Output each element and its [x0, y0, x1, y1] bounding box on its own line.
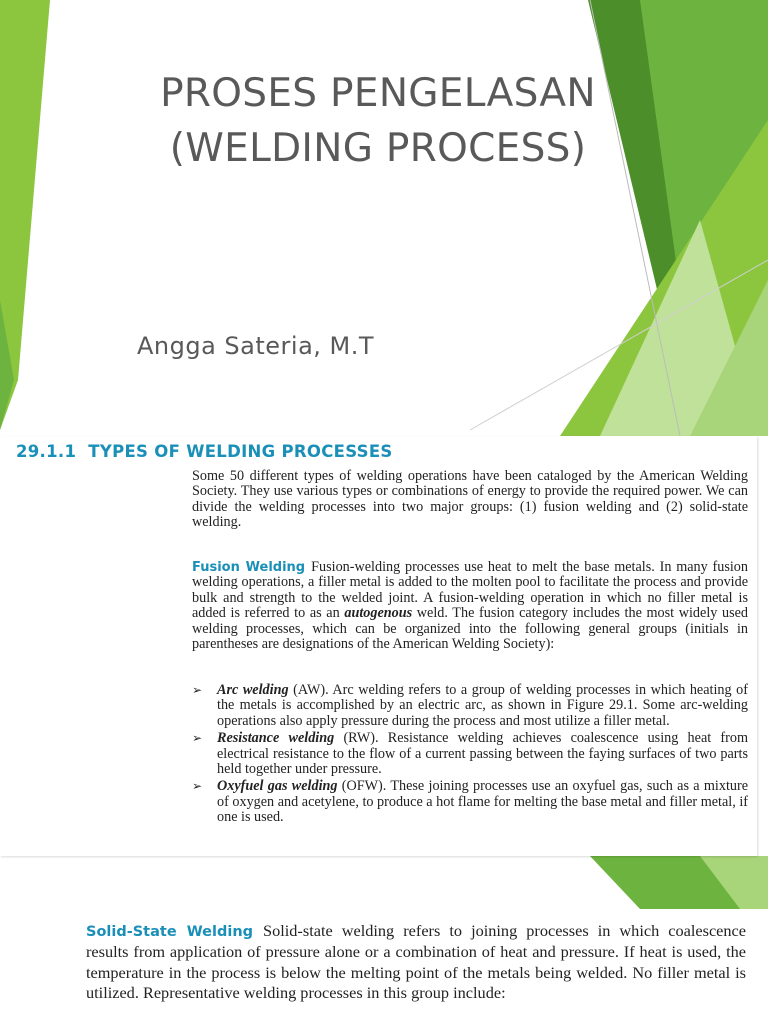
title-line-1: PROSES PENGELASAN [160, 71, 596, 116]
fusion-text-a: Fusion-welding processes use heat to melt the base metals. In many fusion welding operations, a filler metal is added to the molten pool to facilitate the process and provide bulk and strength to the welded joint. A fusion-welding operation in which no filler metal is added is referred to as an [192, 559, 748, 622]
section-title: TYPES OF WELDING PROCESSES [88, 442, 393, 461]
textbook-excerpt-1 [0, 436, 757, 856]
list-item [192, 731, 748, 777]
arrow-bullet-icon: ➢ [192, 779, 203, 794]
bullet-text: (OFW). These joining processes use an oxyfuel gas, such as a mixture of oxygen and acetylene, to produce a hot flame for melting the base metal and filler metal, if one is used. [217, 778, 749, 826]
title-line-2: (WELDING PROCESS) [169, 126, 587, 171]
bullet-text: (RW). Resistance welding achieves coalescence using heat from electrical resistance to the flow of a current passing between the faying surfaces of two parts held together under pressure. [217, 730, 748, 778]
bullet-term: Arc welding [217, 682, 289, 698]
section-number: 29.1.1 [16, 442, 77, 461]
solid-state-paragraph [86, 921, 746, 1004]
intro-paragraph: Some 50 different types of welding operations have been cataloged by the American Welding Society. They use various types or combinations of energy to provide the required power. We can divide the welding processes into two major groups: (1) fusion welding and (2) solid-state welding. [192, 468, 748, 531]
bullet-term: Resistance welding [217, 730, 335, 747]
author-name: Angga Sateria, M.T [137, 332, 375, 360]
arrow-bullet-icon: ➢ [192, 731, 203, 746]
slide-title [120, 66, 636, 176]
bullet-term: Oxyfuel gas welding [217, 778, 338, 795]
mid-band-left [0, 856, 60, 909]
solid-state-heading: Solid-State Welding [86, 924, 254, 940]
list-item [192, 683, 748, 729]
list-item [192, 779, 748, 825]
arrow-bullet-icon: ➢ [192, 683, 203, 697]
fusion-text-b: weld. The fusion category includes the most widely used welding processes, which can be organized into the following general groups (initials in parentheses are designations of the American Welding Society): [192, 605, 749, 653]
solid-state-text: Solid-state welding refers to joining processes in which coalescence results from application of pressure alone or a combination of heat and pressure. If heat is used, the temperature in the process is below the melting point of the metals being welded. No filler metal is utilized. Representative welding processes in this group include: [86, 921, 746, 1003]
welding-groups-list [192, 683, 748, 828]
fusion-paragraph [192, 560, 748, 652]
section-heading [16, 442, 393, 461]
fusion-heading: Fusion Welding [192, 560, 306, 575]
bullet-text: (AW). Arc welding refers to a group of welding processes in which heating of the metals is accomplished by an electric arc, as shown in Figure 29.1. Some arc-welding operations also apply pressure during the process and most utilize a filler metal. [217, 682, 748, 729]
textbook-excerpt-2 [76, 909, 757, 1024]
fusion-term: autogenous [344, 605, 413, 622]
